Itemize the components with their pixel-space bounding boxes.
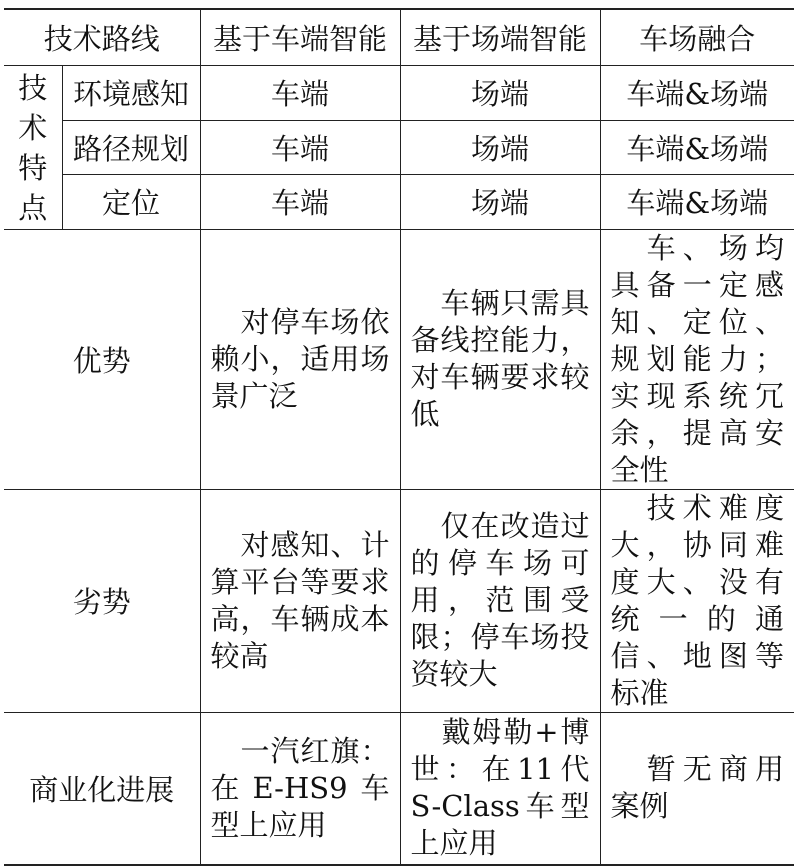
header-field-side: 基于场端智能	[400, 9, 600, 65]
commercialization-row	[4, 712, 794, 865]
advantages-field-side: 车辆只需具备线控能力，对车辆要求较低	[400, 229, 600, 489]
feature-value: 车端&场端	[600, 65, 794, 120]
header-tech-route: 技术路线	[4, 9, 200, 65]
feature-value: 车端&场端	[600, 174, 794, 229]
commercialization-fusion: 暂无商用案例	[600, 712, 794, 865]
feature-name: 环境感知	[62, 65, 200, 120]
advantages-vehicle-side: 对停车场依赖小，适用场景广泛	[200, 229, 400, 489]
feature-value: 场端	[400, 174, 600, 229]
advantages-row	[4, 229, 794, 489]
feature-row-path-planning	[4, 120, 794, 174]
commercialization-vehicle-side: 一汽红旗：在E-HS9车型上应用	[200, 712, 400, 865]
header-vehicle-side: 基于车端智能	[200, 9, 400, 65]
feature-value: 车端	[200, 120, 400, 174]
feature-value: 场端	[400, 120, 600, 174]
disadvantages-vehicle-side: 对感知、计算平台等要求高，车辆成本较高	[200, 489, 400, 712]
header-row	[4, 9, 794, 65]
feature-group-label: 技 术 特 点	[4, 65, 62, 229]
disadvantages-fusion: 技术难度大，协同难度大、没有统一的通信、地图等标准	[600, 489, 794, 712]
feature-value: 车端&场端	[600, 120, 794, 174]
commercialization-label: 商业化进展	[4, 712, 200, 865]
disadvantages-row	[4, 489, 794, 712]
advantages-label: 优势	[4, 229, 200, 489]
disadvantages-field-side: 仅在改造过的停车场可用，范围受限；停车场投资较大	[400, 489, 600, 712]
feature-name: 路径规划	[62, 120, 200, 174]
commercialization-field-side: 戴姆勒+博世：在11代S-Class车型上应用	[400, 712, 600, 865]
advantages-fusion: 车、场均具备一定感知、定位、规划能力；实现系统冗余，提高安全性	[600, 229, 794, 489]
feature-name: 定位	[62, 174, 200, 229]
feature-row-positioning	[4, 174, 794, 229]
feature-value: 车端	[200, 174, 400, 229]
feature-value: 车端	[200, 65, 400, 120]
disadvantages-label: 劣势	[4, 489, 200, 712]
header-fusion: 车场融合	[600, 9, 794, 65]
feature-row-perception	[4, 65, 794, 120]
feature-value: 场端	[400, 65, 600, 120]
comparison-table	[4, 8, 794, 866]
